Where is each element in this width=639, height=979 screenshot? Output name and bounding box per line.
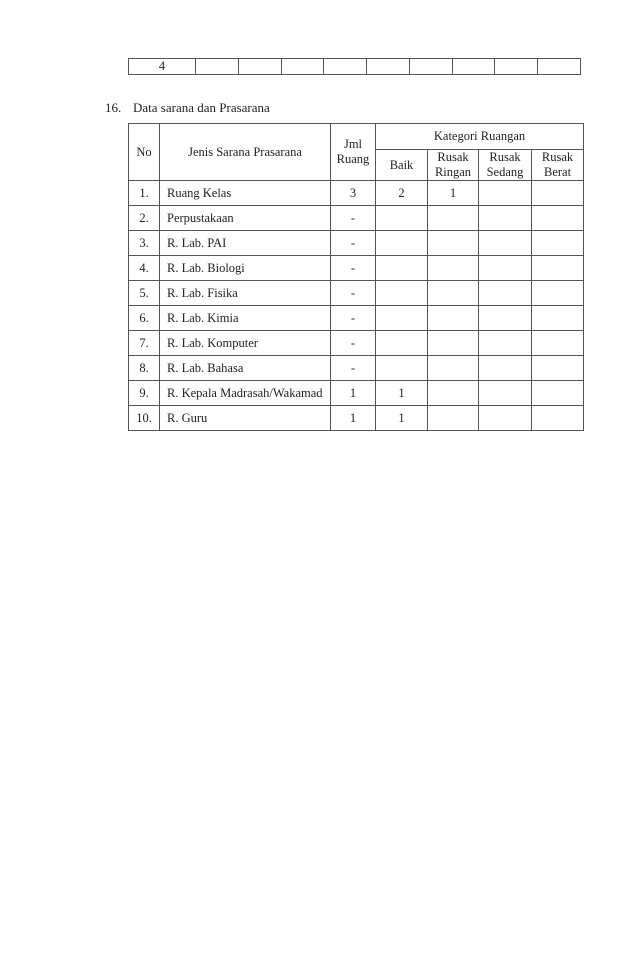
cell-jml: - (331, 281, 376, 306)
cell-rusak-ringan (428, 306, 479, 331)
cell-no: 7. (129, 331, 160, 356)
header-kategori: Kategori Ruangan (376, 124, 584, 150)
section-heading (105, 100, 270, 116)
table-row (129, 231, 584, 256)
table-cell (324, 59, 367, 75)
cell-baik (376, 206, 428, 231)
table-row (129, 206, 584, 231)
cell-no: 6. (129, 306, 160, 331)
cell-rusak-sedang (479, 206, 532, 231)
table-row (129, 306, 584, 331)
table-row (129, 59, 581, 75)
cell-no: 5. (129, 281, 160, 306)
table-cell (452, 59, 495, 75)
cell-rusak-berat (532, 206, 584, 231)
cell-baik (376, 256, 428, 281)
table-body (129, 181, 584, 431)
cell-rusak-sedang (479, 331, 532, 356)
table-cell (495, 59, 538, 75)
cell-rusak-ringan (428, 331, 479, 356)
cell-jml: - (331, 256, 376, 281)
cell-baik: 2 (376, 181, 428, 206)
cell-baik (376, 231, 428, 256)
cell-jenis: R. Lab. Komputer (160, 331, 331, 356)
table-cell (238, 59, 281, 75)
table-row (129, 356, 584, 381)
header-rusak-berat: Rusak Berat (532, 150, 584, 181)
header-rusak-sedang: Rusak Sedang (479, 150, 532, 181)
cell-jml: 3 (331, 181, 376, 206)
cell-baik (376, 356, 428, 381)
cell-jenis: R. Lab. Bahasa (160, 356, 331, 381)
cell-rusak-ringan (428, 406, 479, 431)
cell-rusak-ringan (428, 381, 479, 406)
table-cell (538, 59, 581, 75)
cell-rusak-sedang (479, 306, 532, 331)
cell-jml: 1 (331, 381, 376, 406)
table-cell (196, 59, 239, 75)
header-baik: Baik (376, 150, 428, 181)
cell-jenis: R. Lab. Fisika (160, 281, 331, 306)
cell-jenis: R. Lab. Biologi (160, 256, 331, 281)
table-cell (281, 59, 324, 75)
section-number: 16. (105, 100, 122, 115)
table-row (129, 181, 584, 206)
header-no: No (129, 124, 160, 181)
cell-baik (376, 331, 428, 356)
table-cell (409, 59, 452, 75)
cell-jenis: R. Lab. Kimia (160, 306, 331, 331)
cell-rusak-sedang (479, 256, 532, 281)
cell-rusak-berat (532, 231, 584, 256)
cell-rusak-sedang (479, 356, 532, 381)
table-header (129, 124, 584, 181)
cell-no: 4. (129, 256, 160, 281)
cell-jenis: R. Kepala Madrasah/Wakamad (160, 381, 331, 406)
cell-jml: - (331, 231, 376, 256)
cell-rusak-ringan: 1 (428, 181, 479, 206)
cell-rusak-berat (532, 406, 584, 431)
header-jml: Jml Ruang (331, 124, 376, 181)
cell-no: 9. (129, 381, 160, 406)
cell-rusak-ringan (428, 256, 479, 281)
cell-jenis: R. Lab. PAI (160, 231, 331, 256)
section-title: Data sarana dan Prasarana (133, 100, 270, 115)
cell-jml: - (331, 356, 376, 381)
cell-rusak-berat (532, 306, 584, 331)
cell-jml: - (331, 206, 376, 231)
cell-rusak-berat (532, 331, 584, 356)
table-row (129, 281, 584, 306)
table-row (129, 256, 584, 281)
cell-rusak-berat (532, 181, 584, 206)
facilities-table (128, 123, 584, 431)
cell-baik (376, 306, 428, 331)
cell-jenis: Ruang Kelas (160, 181, 331, 206)
cell-jml: 1 (331, 406, 376, 431)
table-cell: 4 (129, 59, 196, 75)
cell-no: 1. (129, 181, 160, 206)
cell-jml: - (331, 306, 376, 331)
cell-rusak-sedang (479, 231, 532, 256)
cell-baik: 1 (376, 381, 428, 406)
cell-rusak-sedang (479, 281, 532, 306)
cell-no: 8. (129, 356, 160, 381)
cell-rusak-berat (532, 256, 584, 281)
cell-rusak-sedang (479, 181, 532, 206)
cell-rusak-ringan (428, 281, 479, 306)
cell-rusak-ringan (428, 206, 479, 231)
table-cell (367, 59, 410, 75)
cell-baik (376, 281, 428, 306)
table-row (129, 331, 584, 356)
cell-jenis: R. Guru (160, 406, 331, 431)
table-row (129, 406, 584, 431)
header-jenis: Jenis Sarana Prasarana (160, 124, 331, 181)
cell-baik: 1 (376, 406, 428, 431)
cell-jml: - (331, 331, 376, 356)
previous-table-fragment (128, 58, 581, 75)
cell-jenis: Perpustakaan (160, 206, 331, 231)
cell-no: 3. (129, 231, 160, 256)
cell-rusak-ringan (428, 356, 479, 381)
cell-rusak-ringan (428, 231, 479, 256)
cell-rusak-berat (532, 281, 584, 306)
header-rusak-ringan: Rusak Ringan (428, 150, 479, 181)
cell-no: 2. (129, 206, 160, 231)
cell-rusak-sedang (479, 381, 532, 406)
cell-rusak-sedang (479, 406, 532, 431)
cell-rusak-berat (532, 356, 584, 381)
cell-rusak-berat (532, 381, 584, 406)
cell-no: 10. (129, 406, 160, 431)
table-row (129, 381, 584, 406)
